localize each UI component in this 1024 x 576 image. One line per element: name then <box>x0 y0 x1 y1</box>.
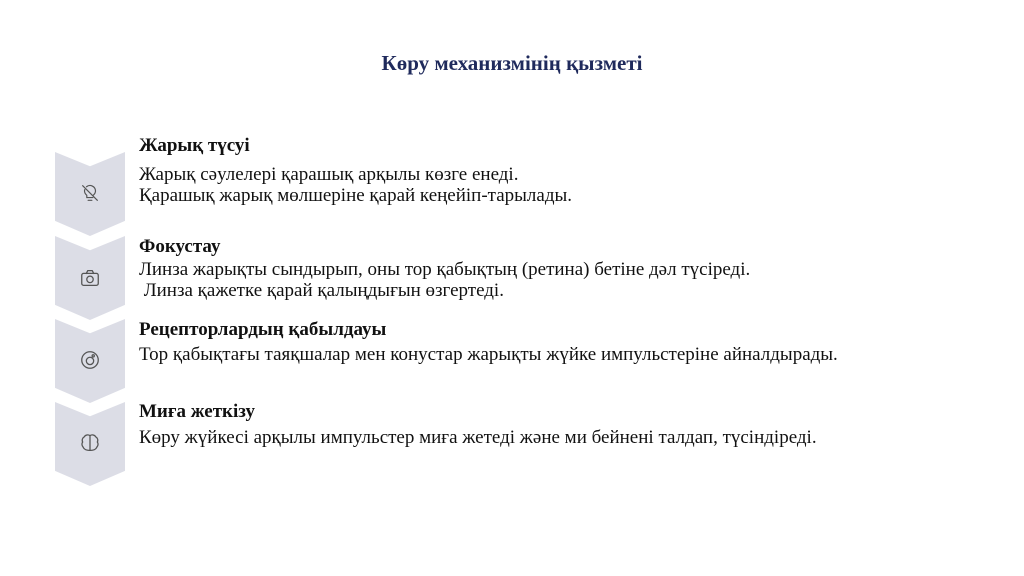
slide-title: Көру механизмінің қызметі <box>381 51 643 75</box>
lens-icon <box>79 349 101 371</box>
camera-icon <box>79 267 101 289</box>
brain-icon <box>79 432 101 454</box>
slashed-bulb-icon <box>79 182 101 204</box>
step-text-line: Линза қажетке қарай қалыңдығын өзгертеді. <box>139 280 504 301</box>
step-text-line: Қарашық жарық мөлшеріне қарай кеңейіп-тарылады. <box>139 185 573 206</box>
step-4 <box>139 400 1009 448</box>
step-heading: Жарық түсуі <box>139 135 250 156</box>
step-heading: Миға жеткізу <box>139 401 256 422</box>
step-heading: Фокустау <box>139 236 221 257</box>
step-text-line: Көру жүйкесі арқылы импульстер миға жетеді және ми бейнені талдап, түсіндіреді. <box>139 427 817 448</box>
step-3 <box>139 318 1009 365</box>
step-2 <box>139 235 1009 301</box>
step-1 <box>139 134 1009 206</box>
step-heading: Рецепторлардың қабылдауы <box>139 319 387 340</box>
step-text-line: Жарық сәулелері қарашық арқылы көзге енеді. <box>139 164 519 185</box>
step-text-line: Тор қабықтағы таяқшалар мен конустар жарықты жүйке импульстеріне айналдырады. <box>139 344 838 365</box>
step-text-line: Линза жарықты сындырып, оны тор қабықтың (ретина) бетіне дәл түсіреді. <box>139 259 751 280</box>
